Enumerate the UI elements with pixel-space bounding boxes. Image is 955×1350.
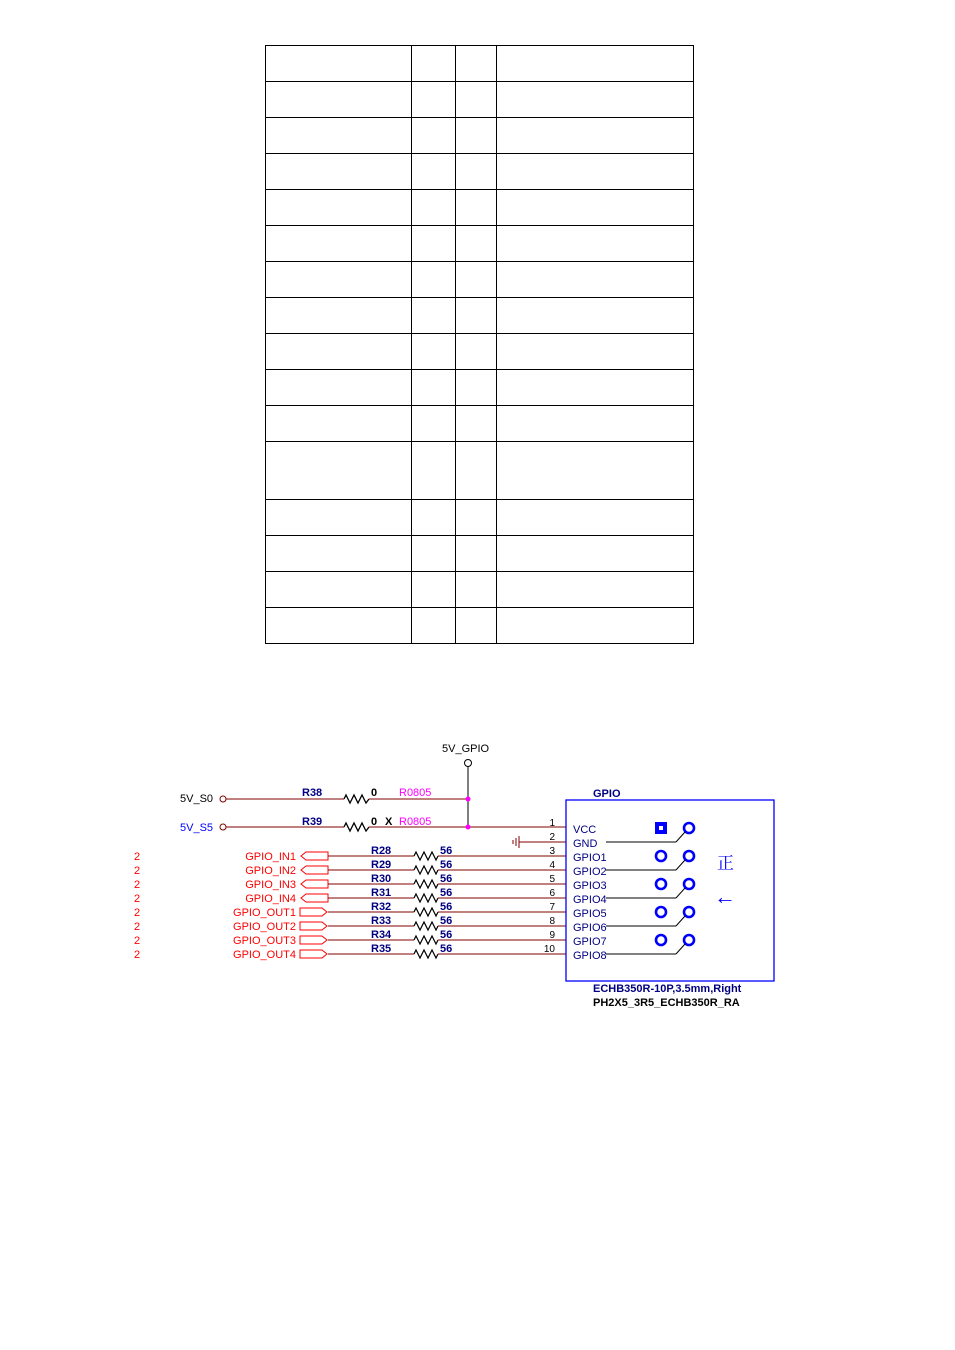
source-row-s5 [180,816,566,834]
net-label: GPIO_IN4 [245,893,296,905]
connector-part-number: ECHB350R-10P,3.5mm,Right [593,983,742,995]
pin-number: 9 [549,930,555,941]
resistor-value: 56 [440,943,453,955]
pin-lead [676,888,685,898]
round-pad-icon [684,879,694,889]
resistor-value: 0 [371,787,378,799]
resistor-symbol [414,908,438,916]
pin-header-graphic [606,822,694,954]
resistor-ref: R34 [371,929,392,941]
resistor-ref: R31 [371,887,392,899]
net-label: GPIO_OUT2 [233,921,296,933]
resistor-value: 56 [440,845,453,857]
pin-lead [676,832,685,842]
resistor-value: 56 [440,859,453,871]
net-label: GPIO_OUT3 [233,935,296,947]
sheet-ref: 2 [134,851,141,863]
pin-name: GPIO6 [573,922,607,934]
round-pad-icon [656,879,666,889]
resistor-symbol [414,894,438,902]
pin-name: VCC [573,824,597,836]
round-pad-icon [684,851,694,861]
resistor-symbol [414,866,438,874]
pin-name: GPIO3 [573,880,607,892]
resistor-ref-r38: R38 [302,787,323,799]
resistor-symbol [414,852,438,860]
pin-number: 10 [543,944,555,955]
round-pad-icon [684,907,694,917]
net-label: GPIO_IN2 [245,865,296,877]
resistor-ref: R28 [371,845,392,857]
resistor-value: 56 [440,901,453,913]
round-pad-icon [684,823,694,833]
pin-number: 4 [549,860,555,871]
sheet-ref: 2 [134,907,141,919]
pin-name: GPIO5 [573,908,607,920]
input-port-icon [301,894,328,902]
pin-number: 2 [549,832,555,843]
pin-number: 3 [549,846,555,857]
sheet-ref: 2 [134,893,141,905]
pin-lead [676,860,685,870]
junction-dot [466,797,471,802]
sheet-ref: 2 [134,865,141,877]
source-port-icon [220,796,226,802]
resistor-symbol [414,880,438,888]
pin-name: GPIO8 [573,950,607,962]
ground-icon [513,836,566,848]
net-label: GPIO_OUT4 [233,949,296,961]
pin-number: 7 [549,902,555,913]
pin-number: 5 [549,874,555,885]
resistor-value: 56 [440,873,453,885]
resistor-symbol [344,795,369,803]
net-label: GPIO_OUT1 [233,907,296,919]
resistor-value: 56 [440,929,453,941]
power-port-icon [465,760,472,767]
connector-footprint: PH2X5_3R5_ECHB350R_RA [593,997,740,1009]
output-port-icon [300,908,327,916]
sheet-ref: 2 [134,949,141,961]
resistor-ref: R33 [371,915,392,927]
output-port-icon [300,936,327,944]
connector-title: GPIO [593,788,621,800]
pin-number: 6 [549,888,555,899]
pin-lead [676,916,685,926]
resistor-ref: R35 [371,943,392,955]
resistor-symbol [344,823,369,831]
signal-rows [134,845,566,961]
power-net-label: 5V_GPIO [442,743,490,755]
not-populated-mark: X [385,816,393,828]
pin-number: 8 [549,916,555,927]
source-label-s5: 5V_S5 [180,822,214,834]
orientation-glyph: 正 [717,854,734,873]
source-row-s0 [180,787,471,805]
input-port-icon [301,852,328,860]
resistor-ref-r39: R39 [302,816,323,828]
resistor-symbol [414,922,438,930]
output-port-icon [300,922,327,930]
resistor-value: 56 [440,887,453,899]
sheet-ref: 2 [134,921,141,933]
source-label-s0: 5V_S0 [180,793,214,805]
sheet-ref: 2 [134,935,141,947]
net-label: GPIO_IN1 [245,851,296,863]
pin-name: GPIO1 [573,852,607,864]
round-pad-icon [684,935,694,945]
pad-hole [659,826,663,830]
pin-name: GPIO7 [573,936,607,948]
pin-name: GND [573,838,598,850]
footprint-label: R0805 [399,787,432,799]
round-pad-icon [656,907,666,917]
pin-number: 1 [549,818,555,829]
sheet-ref: 2 [134,879,141,891]
input-port-icon [301,880,328,888]
pin-lead [676,944,685,954]
resistor-ref: R30 [371,873,392,885]
pin-name: GPIO2 [573,866,607,878]
round-pad-icon [656,935,666,945]
round-pad-icon [656,851,666,861]
connector-pins [544,818,607,962]
output-port-icon [300,950,327,958]
resistor-ref: R29 [371,859,392,871]
resistor-ref: R32 [371,901,392,913]
net-label: GPIO_IN3 [245,879,296,891]
resistor-symbol [414,950,438,958]
resistor-symbol [414,936,438,944]
resistor-value: 56 [440,915,453,927]
junction-dot [466,825,471,830]
footprint-label: R0805 [399,816,432,828]
arrow-left-icon: ← [714,884,736,909]
input-port-icon [301,866,328,874]
pin-name: GPIO4 [573,894,607,906]
resistor-value: 0 [371,816,378,828]
source-port-icon [220,824,226,830]
